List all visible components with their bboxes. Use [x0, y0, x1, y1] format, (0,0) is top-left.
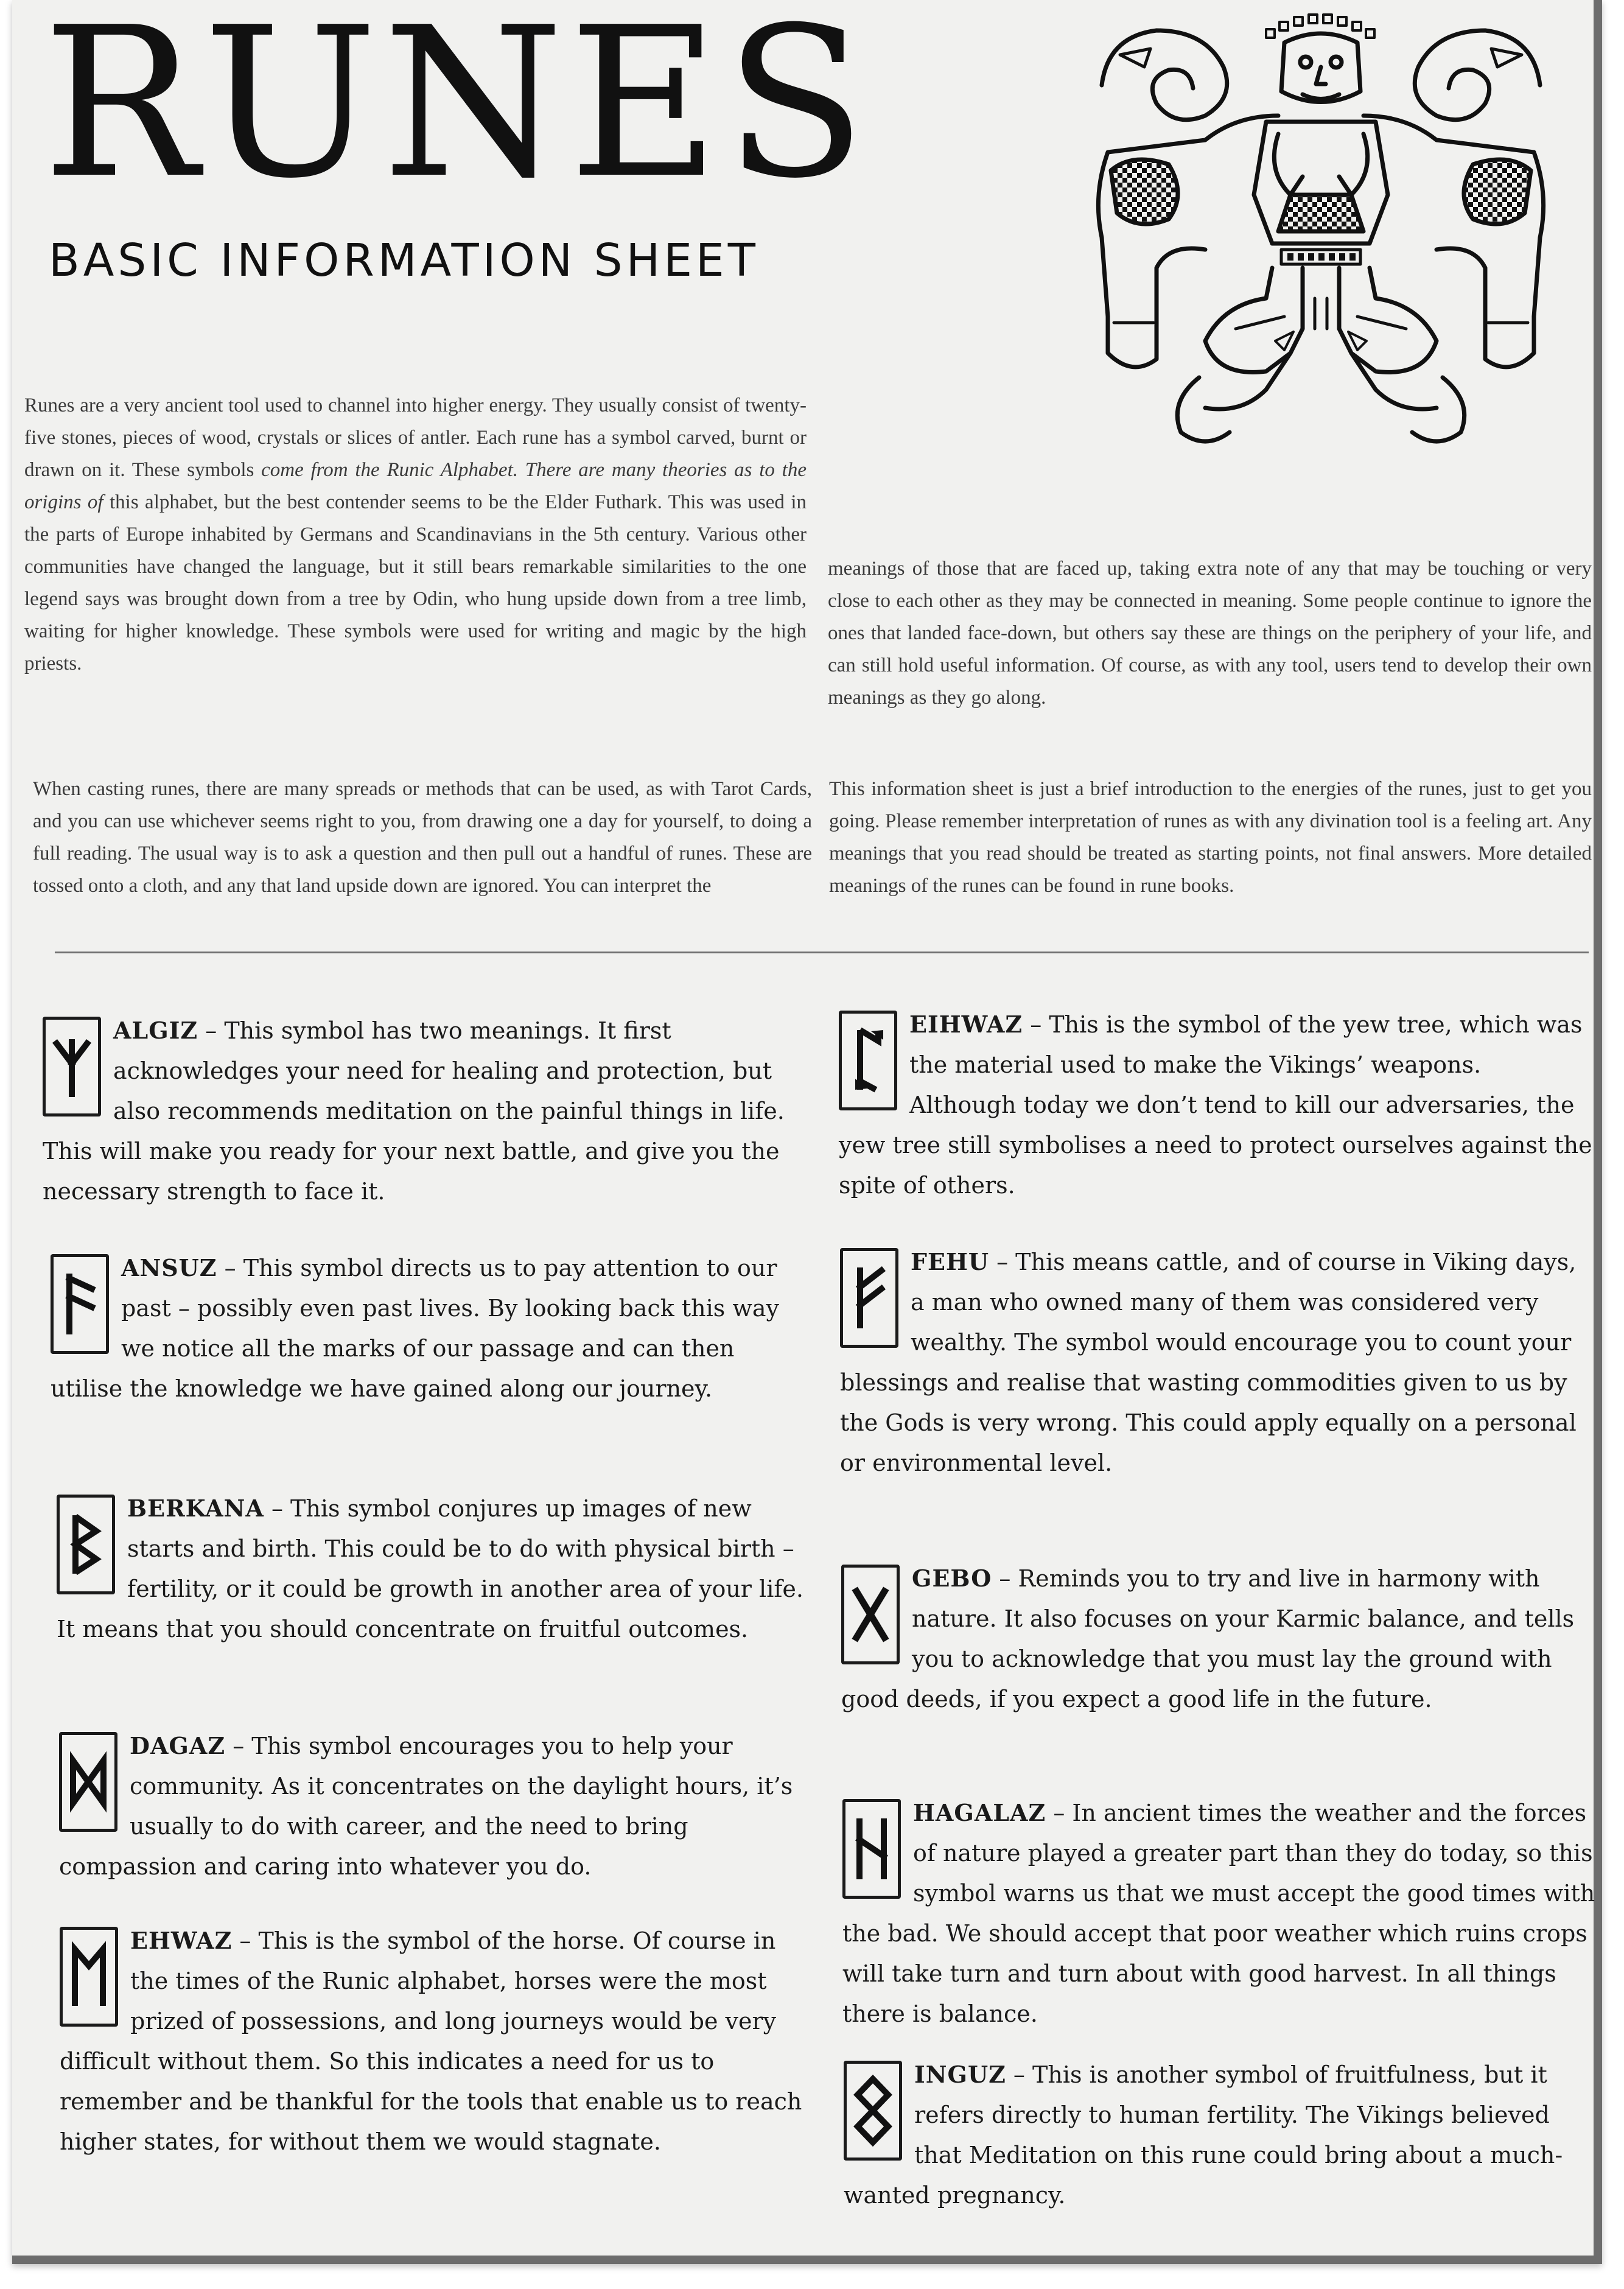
rune-description: – This symbol encourages you to help your community. As it concentrates on the daylight hours, it’s usually to do with career, and the need to bring compassion and caring into whatever you do. — [59, 1733, 793, 1880]
rune-name: HAGALAZ — [913, 1799, 1046, 1826]
norse-figure-illustration — [1083, 12, 1558, 450]
rune-entry-eihwaz — [839, 1004, 1594, 1205]
intro-paragraph-1 — [24, 390, 807, 680]
rune-name: GEBO — [912, 1565, 992, 1592]
ansuz-rune-icon — [51, 1254, 109, 1354]
intro-paragraph-4: This information sheet is just a brief introduction to the energies of the runes, just to get you going. Please remember interpretation of runes as with any divination tool is a feeling art. Any meanings that you read should be treated as starting points, not final answers. More detailed meanings of the runes can be found in rune books. — [829, 778, 1592, 897]
fehu-rune-icon — [840, 1248, 898, 1348]
rune-name: EHWAZ — [130, 1927, 233, 1954]
page-subtitle: BASIC INFORMATION SHEET — [49, 234, 759, 287]
inguz-rune-icon — [844, 2061, 902, 2161]
rune-name: DAGAZ — [130, 1732, 226, 1759]
rune-entry-berkana — [57, 1488, 811, 1649]
section-divider — [55, 952, 1589, 953]
rune-entry-algiz — [43, 1011, 797, 1211]
rune-entry-ansuz — [51, 1248, 805, 1409]
rune-name: ALGIZ — [113, 1017, 198, 1044]
gebo-rune-icon — [841, 1565, 900, 1664]
dagaz-rune-icon — [59, 1732, 117, 1832]
intro-paragraph-3: meanings of those that are faced up, taking extra note of any that may be touching or very close to each other as they may be connected in meaning. Some people continue to ignore the ones that landed face-down, but others say these are things on the periphery of your life, and can still hold useful information. Of course, as with any tool, users tend to develop their own meanings as they go along. — [828, 558, 1592, 709]
rune-entry-hagalaz — [842, 1793, 1597, 2034]
algiz-rune-icon — [43, 1017, 101, 1116]
rune-name: EIHWAZ — [909, 1011, 1023, 1038]
eihwaz-rune-icon — [839, 1011, 897, 1110]
rune-description: – This is another symbol of fruitfulness, but it refers directly to human fertility. The Vikings believed that Meditation on this rune could bring about a much-wanted pregnancy. — [844, 2061, 1563, 2209]
rune-description: – This means cattle, and of course in Viking days, a man who owned many of them was considered very wealthy. The symbol would encourage you to count your blessings and realise that wasting commodities given to us by the Gods is very wrong. This could apply equally on a personal or environmental level. — [840, 1249, 1577, 1476]
rune-entry-dagaz — [59, 1726, 814, 1887]
information-sheet — [12, 0, 1602, 2264]
rune-description: – This symbol conjures up images of new starts and birth. This could be to do with physical birth – fertility, or it could be growth in another area of your life. It means that you should concentrate on fruitful outcomes. — [57, 1495, 803, 1642]
rune-description: – This is the symbol of the yew tree, which was the material used to make the Vikings’ weapons. Although today we don’t tend to kill our adversaries, the yew tree still symbolises a need to protect ourselves against the spite of others. — [839, 1011, 1592, 1199]
page-title: RUNES — [43, 0, 872, 224]
ehwaz-rune-icon — [60, 1927, 118, 2027]
berkana-rune-icon — [57, 1495, 115, 1594]
rune-description: – This is the symbol of the horse. Of course in the times of the Runic alphabet, horses were the most prized of possessions, and long journeys would be very difficult without them. So this indicates a need for us to remember and be thankful for the tools that enable us to reach higher states, for without them we would stagnate. — [60, 1927, 802, 2155]
rune-name: ANSUZ — [121, 1254, 217, 1281]
rune-name: INGUZ — [914, 2061, 1006, 2088]
rune-entry-gebo — [841, 1558, 1596, 1719]
rune-name: BERKANA — [127, 1495, 264, 1522]
rune-description: – Reminds you to try and live in harmony with nature. It also focuses on your Karmic balance, and tells you to acknowledge that you must lay the ground with good deeds, if you expect a good life in the future. — [841, 1565, 1575, 1712]
intro-paragraph-1-part-3: this alphabet, but the best contender seems to be the Elder Futhark. This was used in the parts of Europe inhabited by Germans and Scandinavians in the 5th century. Various other communities have changed the language, but it still bears remarkable similarities to the one legend says was brought down from a tree by Odin, who hung upside down from a tree limb, waiting for higher knowledge. These symbols were used for writing and magic by the high priests. — [24, 491, 807, 675]
rune-entry-ehwaz — [60, 1921, 814, 2162]
rune-entry-inguz — [844, 2055, 1598, 2215]
rune-entry-fehu — [840, 1242, 1595, 1483]
rune-name: FEHU — [911, 1248, 989, 1275]
intro-paragraph-2: When casting runes, there are many spreads or methods that can be used, as with Tarot Cards, and you can use whichever seems right to you, from drawing one a day for yourself, to doing a full reading. The usual way is to ask a question and then pull out a handful of runes. These are tossed onto a cloth, and any that land upside down are ignored. You can interpret the — [33, 778, 812, 897]
rune-description: – This symbol has two meanings. It first acknowledges your need for healing and protection, but also recommends meditation on the painful things in life. This will make you ready for your next battle, and give you the necessary strength to face it. — [43, 1017, 785, 1205]
rune-description: – In ancient times the weather and the forces of nature played a greater part than they do today, so this symbol warns us that we must accept the good times with the bad. We should accept that poor weather which ruins crops will take turn and turn about with good harvest. In all things there is balance. — [842, 1800, 1595, 2027]
intro-paragraph-1-part-1: Runes are a very ancient tool used to channel into higher energy. They usually consist of twenty-five stones, pieces of wood, crystals or slices of antler. Each rune has a symbol carved, burnt or drawn on it. These symbols — [24, 394, 807, 481]
rune-description: – This symbol directs us to pay attention to our past – possibly even past lives. By looking back this way we notice all the marks of our passage and can then utilise the knowledge we have gained along our journey. — [51, 1255, 779, 1402]
intro-paragraph-1-part-2: come from the Runic Alphabet. There are many theories as to the origins of — [24, 459, 807, 513]
hagalaz-rune-icon — [842, 1799, 901, 1899]
